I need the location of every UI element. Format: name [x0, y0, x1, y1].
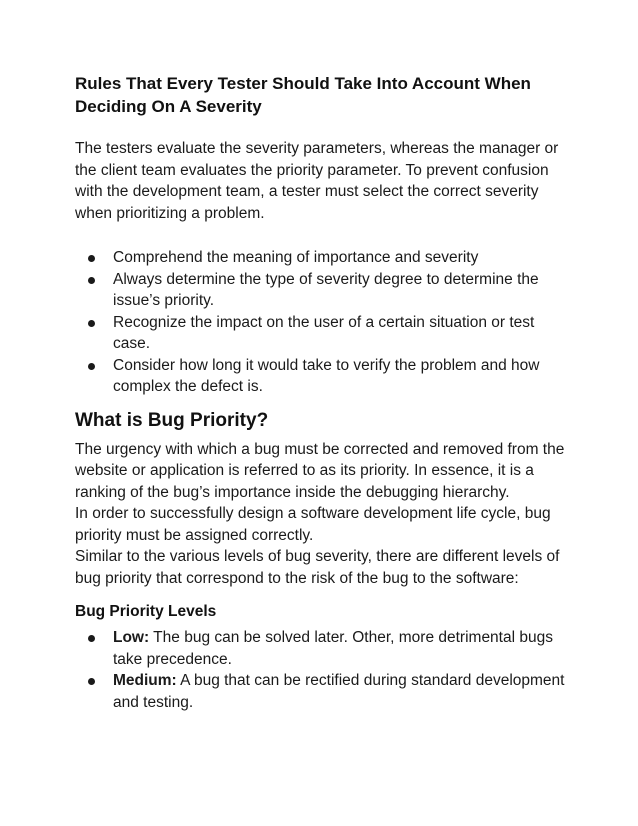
level-text: A bug that can be rectified during standard development and testing. — [113, 672, 565, 711]
list-item — [75, 627, 575, 670]
list-item — [75, 355, 575, 398]
list-item — [75, 269, 575, 312]
list-item — [75, 670, 575, 713]
priority-line: In order to successfully design a software development life cycle, bug priority must be assigned correctly. — [75, 505, 551, 544]
priority-paragraph — [75, 439, 575, 590]
level-label: Low: — [113, 629, 150, 646]
priority-line: Similar to the various levels of bug severity, there are different levels of bug priority that correspond to the risk of the bug to the software: — [75, 548, 560, 587]
levels-list — [75, 627, 575, 713]
list-item-text: Consider how long it would take to verify the problem and how complex the defect is. — [113, 356, 540, 395]
heading-priority: What is Bug Priority? — [75, 409, 269, 431]
bullet-icon — [88, 678, 95, 685]
bullet-icon — [88, 635, 95, 642]
list-item — [75, 312, 575, 355]
level-label: Medium: — [113, 672, 177, 689]
bullet-icon — [88, 320, 95, 327]
bullet-icon — [88, 255, 95, 262]
rules-list — [75, 247, 575, 398]
bullet-icon — [88, 363, 95, 370]
list-item — [75, 247, 575, 269]
list-item-text: Comprehend the meaning of importance and severity — [113, 249, 479, 266]
document-page — [75, 72, 575, 713]
list-item-text: Recognize the impact on the user of a certain situation or test case. — [113, 313, 535, 352]
heading-rules: Rules That Every Tester Should Take Into Account When Deciding On A Severity — [75, 74, 531, 116]
priority-line: The urgency with which a bug must be corrected and removed from the website or application is referred to as its priority. In essence, it is a ranking of the bug’s importance inside the debugging hierarchy. — [75, 440, 565, 501]
heading-levels: Bug Priority Levels — [75, 603, 217, 620]
level-text: The bug can be solved later. Other, more detrimental bugs take precedence. — [113, 629, 553, 668]
bullet-icon — [88, 277, 95, 284]
list-item-text: Always determine the type of severity degree to determine the issue’s priority. — [113, 270, 539, 309]
intro-paragraph: The testers evaluate the severity parameters, whereas the manager or the client team evaluates the priority parameter. To prevent confusion with the development team, a tester must select the correct severity when prioritizing a problem. — [75, 140, 559, 222]
